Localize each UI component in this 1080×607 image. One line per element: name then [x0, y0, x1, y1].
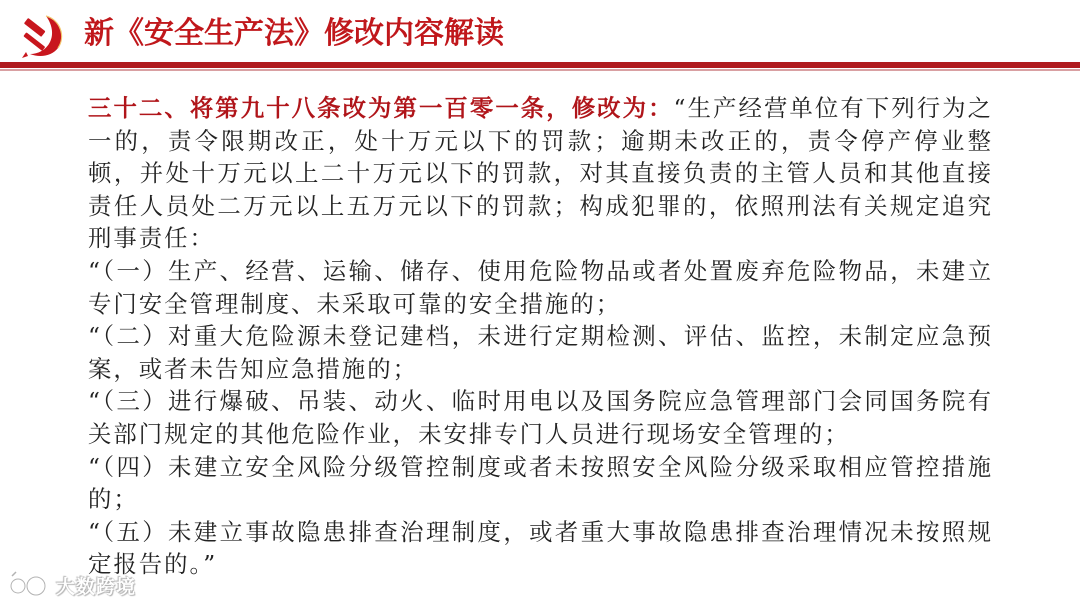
list-item: “（四）未建立安全风险分级管控制度或者未按照安全风险分级采取相应管控措施的；	[88, 452, 993, 514]
watermark-logo-icon	[8, 570, 52, 600]
list-item: “（一）生产、经营、运输、储存、使用危险物品或者处置废弃危险物品，未建立专门安全管理制度、未采取可靠的安全措施的；	[88, 256, 993, 318]
watermark-text: 大数跨境	[56, 575, 137, 598]
list-item: “（五）未建立事故隐患排查治理制度，或者重大事故隐患排查治理情况未按照规定报告的。”	[88, 517, 993, 579]
header-divider	[0, 62, 1080, 68]
party-emblem-icon	[16, 10, 68, 60]
intro-text: “生产经营单位有下列行为之一的，责令限期改正，处十万元以下的罚款；逾期未改正的，责令停产停业整顿，并处十万元以上二十万元以下的罚款，对其直接负责的主管人员和其他直接责任人员处二万元以上五万元以下的罚款；构成犯罪的，依照刑法有关规定追究刑事责任：	[88, 94, 994, 253]
intro-paragraph	[88, 92, 993, 255]
list-item: “（二）对重大危险源未登记建档，未进行定期检测、评估、监控，未制定应急预案，或者未告知应急措施的；	[88, 322, 993, 383]
list-item: “（三）进行爆破、吊装、动火、临时用电以及国务院应急管理部门会同国务院有关部门规定的其他危险作业，未安排专门人员进行现场安全管理的；	[88, 387, 993, 448]
amendment-lead: 三十二、将第九十八条改为第一百零一条，修改为：	[88, 94, 674, 122]
article-body	[88, 92, 993, 581]
slide-header	[0, 0, 1080, 70]
watermark	[8, 568, 136, 602]
header-divider-thin	[0, 69, 1080, 71]
page-title: 新《安全生产法》修改内容解读	[84, 16, 504, 51]
